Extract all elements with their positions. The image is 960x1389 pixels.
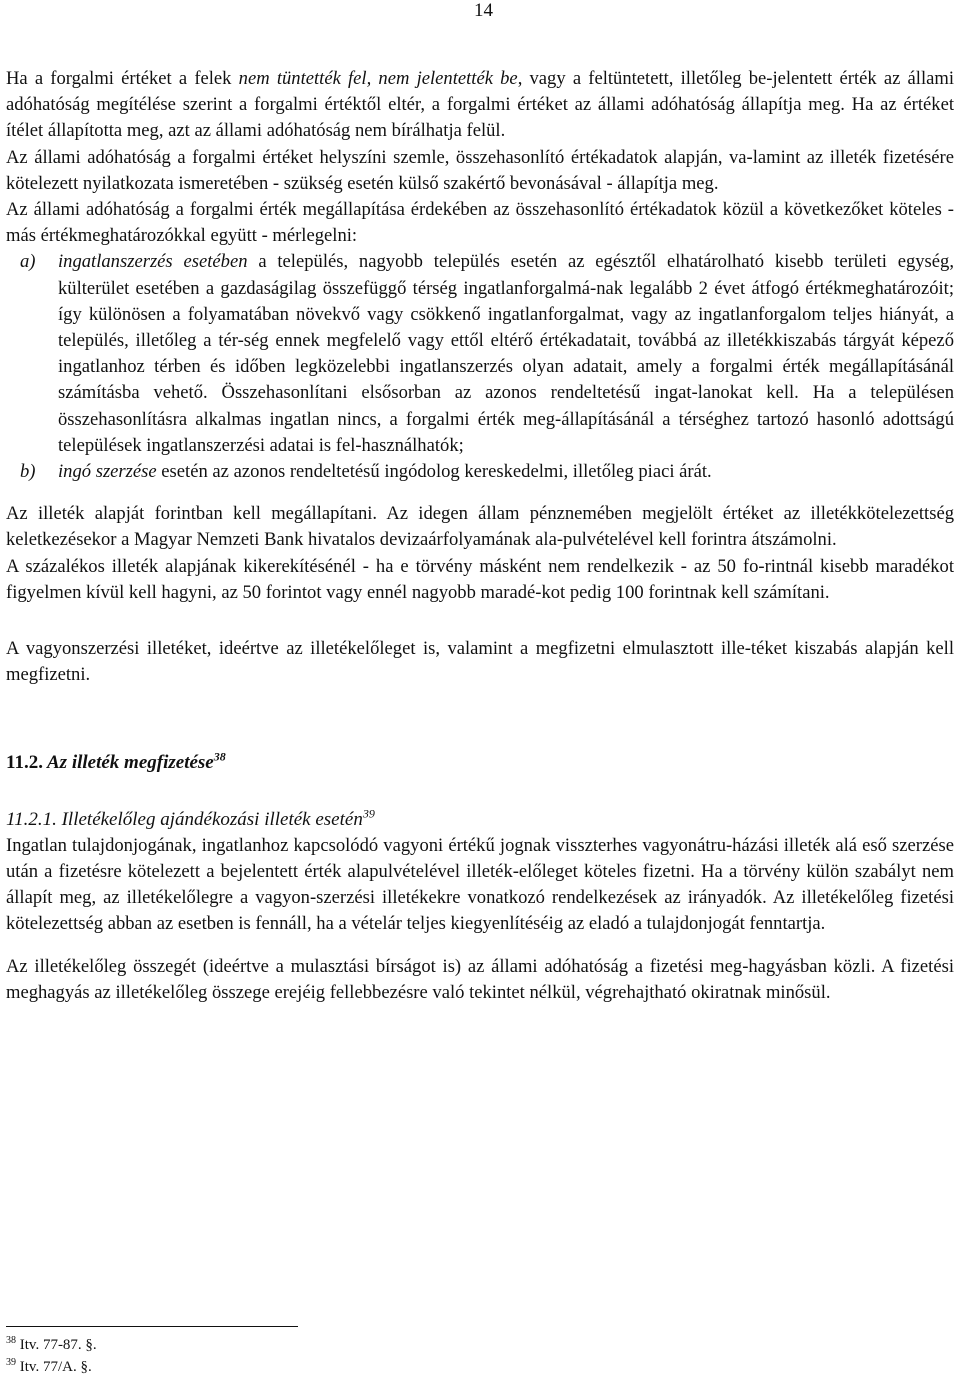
footnote-text: Itv. 77-87. §. xyxy=(16,1337,97,1353)
footnote-ref[interactable]: 39 xyxy=(362,806,375,821)
paragraph-helyszini-szemle: Az állami adóhatóság a forgalmi értéket helyszíni szemle, összehasonlító értékadatok alapján, va-lamint az illeték fizetésére kötelezett nyilatkozata ismeretében - szükség esetén külső szakértő bevonásával - állapítja meg. xyxy=(6,146,954,194)
list-text: esetén az azonos rendeltetésű ingódolog kereskedelmi, illetőleg piaci árát. xyxy=(156,461,712,483)
subsection-title: Illetékelőleg ajándékozási illeték esetén xyxy=(56,808,363,830)
subsection-heading xyxy=(6,807,954,833)
footnote-item xyxy=(6,1334,97,1356)
section-number: 11.2. xyxy=(6,752,43,774)
paragraph-fizetesi-meghagyas: Az illetékelőleg összegét (ideértve a mulasztási bírságot is) az állami adóhatóság a fizetési meg-hagyásban közli. A fizetési meghagyás az illetékelőleg összege erejéig fellebbezésre való tekintet nélkül, végrehajtható okiratnak minősül. xyxy=(6,955,954,1003)
list-marker: b) xyxy=(20,461,36,483)
section-title: Az illeték megfizetése xyxy=(42,752,214,774)
footnote-ref[interactable]: 38 xyxy=(213,750,226,765)
footnotes xyxy=(6,1334,97,1378)
paragraph-osszehasonlito: Az állami adóhatóság a forgalmi érték megállapítása érdekében az összehasonlító értékadatok közül a következőket köteles - más értékmeghatározókkal együtt - mérlegelni: xyxy=(6,199,954,247)
page-number: 14 xyxy=(474,0,493,21)
emphasis-text: nem tüntették fel, nem jelentették be xyxy=(238,68,518,89)
footnote-item xyxy=(6,1356,97,1378)
paragraph-text: , vagy a feltüntetett, illetőleg be-jelentett érték az állami adóhatóság megítélése szerint a forgalmi értéktől eltér, a forgalmi értéket az állami adóhatóság állapítja meg. Ha az értéket ítélet állapította meg, azt az állami adóhatóság nem bírálhatja felül. xyxy=(6,68,954,142)
list-content xyxy=(58,459,954,485)
list-text: a település, nagyobb település esetén az egésztől elhatárolható kisebb területi egység, külterület esetében a gazdaságilag összefüggő térség ingatlanforgalmá-nak legalább 2 évet átfogó értékmeghatározóit; így különösen a folyamatában növekvő vagy csökkenő ingatlanforgalmat, vagy az ingatlanforgalom teljes hiányát, a település, illetőleg a tér-ség ennek megfelelő vagy ettől eltérő értékadatait, továbbá az illetékkiszabás tárgyát képező ingatlanhoz térben és időben legközelebbi ingatlanszerzés olyan adatait, amely a forgalmi érték megállapításánál számításba vehető. Összehasonlítani elsősorban az azonos rendeltetésű ingat-lanokat kell. Ha a településen összehasonlításra alkalmas ingatlan nincs, a forgalmi érték meg-állapításánál a térséghez tartozó hasonló adottságú települések ingatlanszerzési adatai is fel-használhatók; xyxy=(58,251,954,456)
list-item-a xyxy=(6,249,954,459)
subsection-number: 11.2.1. xyxy=(6,808,57,830)
paragraph-illetekeloleg: Ingatlan tulajdonjogának, ingatlanhoz kapcsolódó vagyoni értékű jognak visszterhes vagyonátru-házási illeték alá eső szerzése után a fizetésre kötelezett a bejelentett érték alapulvételével illeték-előleget köteles fizetni. Ha a törvény külön szabályt nem állapít meg, az illetékelőlegre a vagyon-szerzési illetékekre vonatkozó rendelkezések az irányadók. Az illetékelőleg fizetési kötelezettség abban az esetben is fennáll, ha a vételár teljes kiegyenlítéséig az eladó a tulajdonjogát fenntartja. xyxy=(6,834,954,935)
footnote-divider xyxy=(6,1326,298,1327)
footnote-text: Itv. 77/A. §. xyxy=(16,1359,92,1375)
paragraph-vagyonszerzesi: A vagyonszerzési illetéket, ideértve az illetékelőleget is, valamint a megfizetni elmulasztott ille-téket kiszabás alapján kell megfizetni. xyxy=(6,638,954,686)
list-lead: ingatlanszerzés esetében xyxy=(58,251,248,273)
document-page xyxy=(6,0,954,1389)
list-content xyxy=(58,249,954,459)
footnote-number: 38 xyxy=(6,1335,16,1346)
section-heading xyxy=(6,750,954,776)
paragraph-illetek-alap: Az illeték alapját forintban kell megállapítani. Az idegen állam pénznemében megjelölt értéket az illetékkötelezettség keletkezésekor a Magyar Nemzeti Bank hivatalos devizaárfolyamának ala-pulvételével kell forintra átszámolni. xyxy=(6,503,954,551)
paragraph-forgalmi-ertek xyxy=(6,66,954,145)
list-marker: a) xyxy=(20,251,36,273)
paragraph-text: Ha a forgalmi értéket a felek xyxy=(6,68,239,89)
body-text xyxy=(6,66,954,1006)
list-item-b xyxy=(6,459,954,485)
list-lead: ingó szerzése xyxy=(58,461,157,483)
footnote-number: 39 xyxy=(6,1357,16,1368)
paragraph-kerekites: A százalékos illeték alapjának kikerekítésénél - ha e törvény másként nem rendelkezik - az 50 fo-rintnál kisebb maradékot figyelmen kívül kell hagyni, az 50 forintot vagy ennél nagyobb maradé-kot pedig 100 forintnak kell számítani. xyxy=(6,555,954,603)
